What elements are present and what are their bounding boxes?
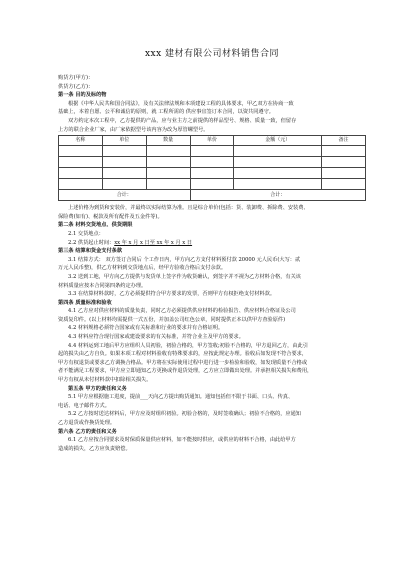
article-3-text: 万元人民币整)，供乙方材料到交货地点后，经甲方验收合格后支付余款。 <box>58 265 227 272</box>
table-row <box>59 168 366 179</box>
article-3-text: 3.1 结算方式： 双方签订合同后 个工作日内，甲方向乙方支付材料预付款 20000 元人民币(大写：贰 <box>68 256 301 263</box>
delivery-period <box>58 239 366 248</box>
article-1-text: 上方的联合企业厂家，由厂家依据型号该内容为改为厚管螺型号。 <box>58 126 209 133</box>
article-4-text: 资质复印件。(以上材料均需提供一式五份，并加盖公司红色公章，同时提供正本以供甲方查验原件) <box>58 316 286 323</box>
column-header: 金额（元） <box>234 136 322 146</box>
article-4-text: 甲方有权退货或要求乙方调换合格品。甲方将在实际使用过程中进行进一步检验和验收，如发现质量不合格或 <box>58 359 308 366</box>
column-header: 备注 <box>322 136 366 146</box>
total-label-left: 合计： <box>59 190 191 201</box>
article-1-text: 双方约定本次工程中，乙方提供的产品，应与业主方之前提供的样品型号、规格、质量一致，但留存 <box>68 117 297 124</box>
buyer-line: 购货方(甲方)： <box>58 75 94 81</box>
article-3-text: 材料质量应按本合同第四条约定办理。 <box>58 282 147 289</box>
article-5-heading: 第五条 甲方的责任和义务 <box>68 385 127 392</box>
article-4-text: 4.3 材料应符合现行国家或建设要求的有关标准，并符合业主及甲方的要求。 <box>68 334 244 341</box>
price-note: 保险费(如有)、税款及所有配件及五金件等)。 <box>58 213 163 220</box>
article-1-text: 根据《中华人民共和国合同法》，及有关法律法规和本项建设工程的具体要求，甲乙双方在协商一致 <box>68 100 294 107</box>
article-5-text: 电话、电子邮件方式。 <box>58 402 110 409</box>
article-5-text: 5.1 甲方应根据施工进度，提前___天向乙方提出购货通知。通知包括但不限于书面、口头、传真、 <box>68 394 294 401</box>
table-row <box>59 157 366 168</box>
article-3-text: 3.2 送到工地，甲方向乙方提供与发货单上签字作为收货确认，到签字并不视为乙方材料合格，有关该 <box>68 273 301 280</box>
table-total-row <box>59 190 366 201</box>
article-1-heading: 第一条 目的及标的物 <box>58 92 107 99</box>
contract-title: xxx 建材有限公司材料销售合同 <box>144 49 280 59</box>
delivery-location: 2.1 交货地点： <box>68 230 104 237</box>
article-4-text: 起的损失由乙方自负。如果本项工程对材料验收有特殊要求的，应按此规定办理。验收后如发现不符合要求， <box>58 351 308 358</box>
column-header: 单价 <box>190 136 234 146</box>
article-4-heading: 第四条 质量标准和验收 <box>58 299 112 306</box>
article-1-text: 基础上，本着自愿、公平和诚信的原则，就 工程所需的 供应事宜签订本合同，以资共同遵守。 <box>58 109 274 116</box>
table-row <box>59 146 366 157</box>
delivery-period-label: 2.2 供货起止时间： <box>68 239 115 246</box>
article-3-text: 3.3 在结算材料款时，乙方必须提供符合甲方要求的发票，否则甲方有权拒绝支付材料款。 <box>68 291 276 298</box>
article-4-text: 者不能满足工程要求，甲方应立即通知乙方更换或作退货处理，乙方应立即做出处理。并承担相关损失和费用， <box>58 368 313 375</box>
article-4-text: 甲方有权从未付材料款中扣除相关损失。 <box>58 377 152 384</box>
total-label-right: 合计： <box>190 190 365 201</box>
delivery-period-value: xx 年 x 月 x 日至 xx 年 x 月 x 日 <box>114 239 193 246</box>
article-4-text: 4.4 材料运到工地后甲方应组织人员初验，初验合格的，甲方签收;初验不合格的，甲方退回乙方，由此引 <box>68 342 308 349</box>
price-note: 上述价格为到货和安装价，并最终以实际结算为准。且是综合单价(包括：货、装卸费、拆除费、安装费、 <box>68 205 309 212</box>
column-header: 单位 <box>102 136 146 146</box>
article-6-text: 造成的损失，乙方应负责赔偿。 <box>58 445 131 452</box>
table-row <box>59 179 366 190</box>
column-header: 数量 <box>146 136 190 146</box>
article-5-text: 5.2 乙方按时送达材料后，甲方应及时组织初验。初验合格的，及时签收确认；初验不合格的，应通知 <box>68 411 301 418</box>
article-4-text: 4.2 材料规格必须符合国家或有关标准和行业的要求并有合格证明。 <box>68 325 224 332</box>
article-3-heading: 第三条 结算和货金支付条款 <box>58 248 123 255</box>
article-4-text: 4.1 乙方应对供应材料的质量负责，同时乙方必须提供供应材料的检验报告、供应材料合格证及公司 <box>68 308 296 315</box>
table-header-row <box>59 136 366 146</box>
column-header: 名称 <box>59 136 103 146</box>
article-6-text: 6.1 乙方应按合同要求及时保质保量供应材料，如不能按时供应，或供应的材料不合格，由此给甲方 <box>68 437 296 444</box>
article-5-text: 乙方退货或作换货处理。 <box>58 420 116 426</box>
article-2-heading: 第二条 材料交货地点、供货期限 <box>58 222 133 229</box>
seller-line: 供货方(乙方)： <box>58 83 94 90</box>
materials-table <box>58 135 366 201</box>
article-6-heading: 第六条 乙方的责任和义务 <box>58 428 117 435</box>
